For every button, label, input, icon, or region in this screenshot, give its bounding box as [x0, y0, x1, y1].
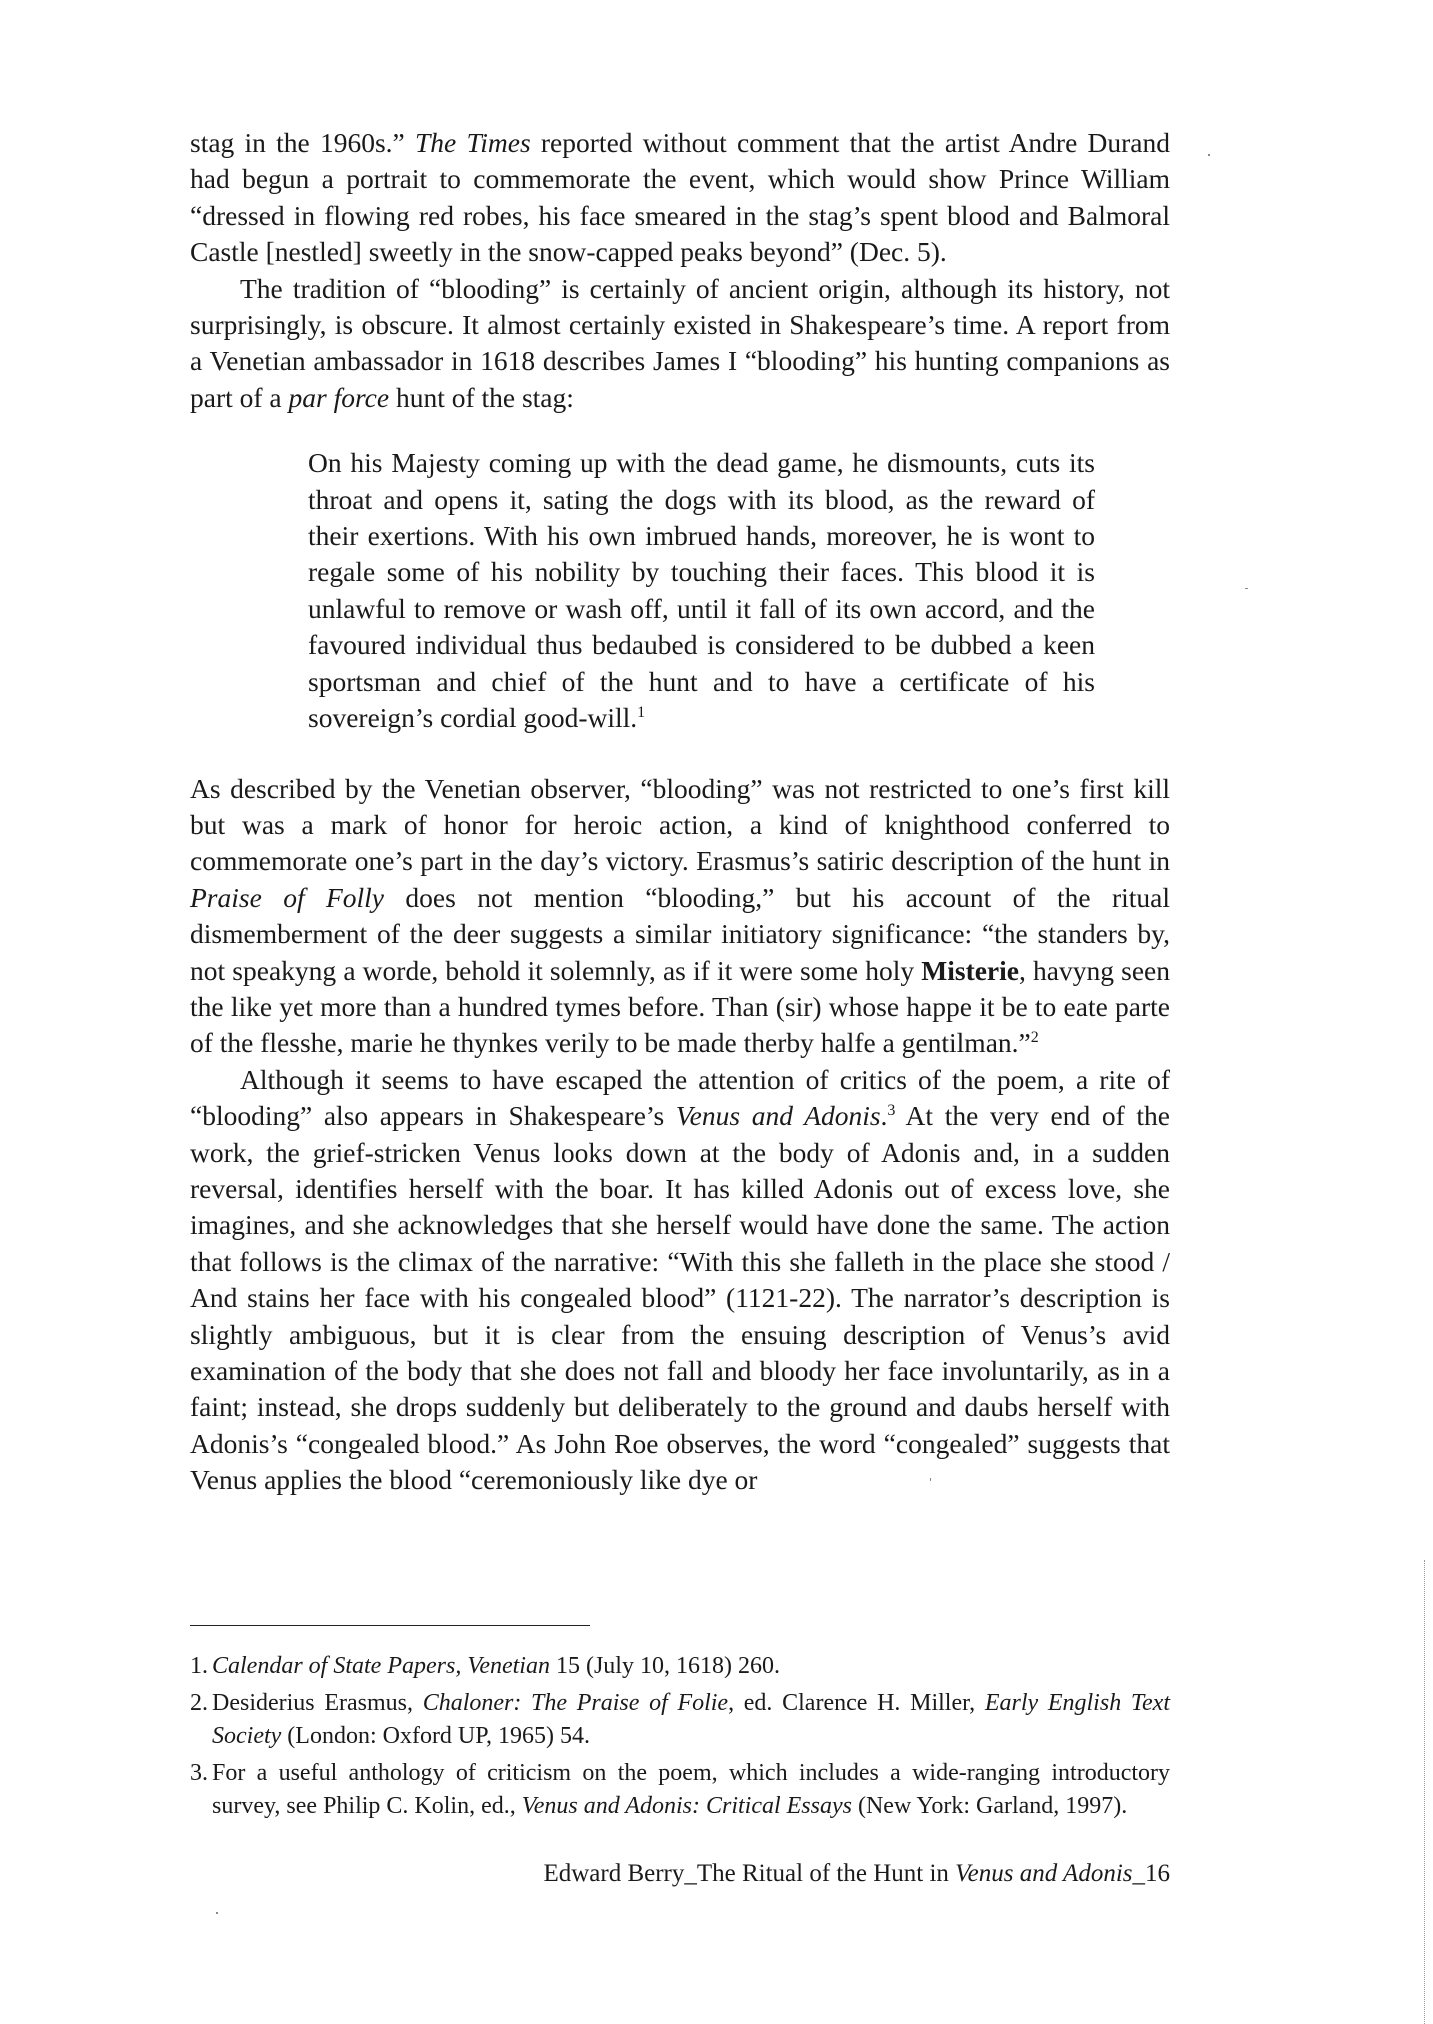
footnote-2-editor: , ed. Clarence H. Miller,: [728, 1690, 985, 1716]
newspaper-title: The Times: [415, 127, 531, 158]
paragraph-3-text-cont: does not mention “blooding,” but his account of the ritual dismemberment of the deer suggests a similar initiatory significance: “the standers by, not speakyng a worde, behold it solemnly, as if it were some holy: [190, 881, 1170, 986]
block-quote-paragraph: [308, 445, 1095, 736]
work-title-praise-of-folly: Praise of Folly: [190, 881, 385, 913]
page-body: [190, 125, 1170, 1499]
paragraph-2: [190, 271, 1170, 417]
footnote-separator: [190, 1625, 590, 1626]
footnote-2-series: Early English Text Society: [212, 1690, 1170, 1749]
footnote-ref-2: 2: [1030, 1029, 1039, 1047]
paragraph-4-text-cont: At the very end of the work, the grief-stricken Venus looks down at the body of Adonis and, in a sudden reversal, identifies herself with the boar. It has killed Adonis out of excess love, she imagines, and she acknowledges that she herself would have done the same. The action that follows is the climax of the narrative: “With this she falleth in the place she stood / And stains her face with his congealed blood” (1121-22). The narrator’s description is slightly ambiguous, but it is clear from the ensuing description of Venus’s avid examination of the body that she does not fall and bloody her face involuntarily, as in a faint; instead, she drops suddenly but deliberately to the ground and daubs herself with Adonis’s “congealed blood.” As John Roe observes, the word “congealed” suggests that Venus applies the blood “ceremoniously like dye or: [190, 1100, 1171, 1496]
paragraph-4-text: Although it seems to have escaped the attention of critics of the poem, a rite of “blooding” also appears in Shakespeare’s: [190, 1063, 1170, 1132]
footnote-number: 3.: [190, 1760, 208, 1786]
footnote-1-text: 15 (July 10, 1618) 260.: [549, 1653, 780, 1679]
hunt-term: par force: [288, 381, 390, 413]
running-footer: [543, 1858, 1170, 1890]
footnote-2-author: Desiderius Erasmus,: [212, 1690, 423, 1716]
footer-author-title: Edward Berry_The Ritual of the Hunt in: [543, 1860, 956, 1887]
footnote-3: [190, 1757, 1170, 1823]
paragraph-1-text: stag in the 1960s.”: [190, 127, 415, 158]
footnote-number: 1.: [190, 1653, 208, 1679]
scan-speck: [1208, 154, 1210, 156]
footnote-ref-3: 3: [887, 1102, 896, 1119]
paragraph-3-text-end: , havyng seen the like yet more than a hundred tymes before. Than (sir) whose happe it be to eate parte of the flesshe, marie he thynkes verily to be made therby halfe a gentilman.”: [190, 954, 1170, 1059]
footnote-ref-1: 1: [637, 703, 646, 721]
paragraph-3-text: As described by the Venetian observer, “blooding” was not restricted to one’s first kill but was a mark of honor for heroic action, a kind of knighthood conferred to commemorate one’s part in the day’s victory. Erasmus’s satiric description of the hunt in: [190, 772, 1170, 877]
paragraph-1-text-cont: reported without comment that the artist Andre Durand had begun a portrait to commemorate the event, which would show Prince William “dressed in flowing red robes, his face smeared in the stag’s spent blood and Balmoral Castle [nestled] sweetly in the snow-capped peaks beyond” (Dec. 5).: [190, 127, 1170, 268]
footer-work-title: Venus and Adonis: [955, 1860, 1133, 1887]
footnote-number: 2.: [190, 1690, 208, 1716]
work-title-venus-and-adonis: Venus and Adonis: [675, 1100, 881, 1132]
paragraph-1: [190, 125, 1170, 271]
footer-page-number: _16: [1132, 1860, 1170, 1887]
footnote-1: [190, 1650, 1170, 1683]
footnote-3-title: Venus and Adonis: Critical Essays: [521, 1793, 852, 1819]
footnote-1-title: Calendar of State Papers, Venetian: [212, 1653, 550, 1679]
bold-word-misterie: Misterie: [921, 954, 1019, 986]
paragraph-2-text-cont: hunt of the stag:: [389, 381, 574, 413]
footnote-2-title: Chaloner: The Praise of Folie: [422, 1690, 729, 1716]
block-quote-text: On his Majesty coming up with the dead game, he dismounts, cuts its throat and opens it, sating the dogs with its blood, as the reward of their exertions. With his own imbrued hands, moreover, he is wont to regale some of his nobility by touching their faces. This blood it is unlawful to remove or wash off, until it fall of its own accord, and the favoured individual thus bedaubed is considered to be dubbed a keen sportsman and chief of the hunt and to have a certificate of his sovereign’s cordial good-will.: [308, 447, 1095, 734]
footnote-2: [190, 1687, 1170, 1753]
scan-speck: [216, 1912, 218, 1914]
paragraph-3: [190, 771, 1170, 1062]
scan-speck: [1245, 588, 1248, 589]
footnote-3-text: For a useful anthology of criticism on the poem, which includes a wide-ranging introductory survey, see Philip C. Kolin, ed.,: [212, 1760, 1170, 1819]
scan-speck: [930, 1478, 931, 1481]
paragraph-4-period: .: [880, 1100, 888, 1132]
footnotes: [190, 1650, 1170, 1827]
paragraph-4: [190, 1062, 1170, 1499]
footnote-2-publisher: (London: Oxford UP, 1965) 54.: [281, 1723, 590, 1749]
paragraph-2-text: The tradition of “blooding” is certainly of ancient origin, although its history, not surprisingly, is obscure. It almost certainly existed in Shakespeare’s time. A report from a Venetian ambassador in 1618 describes James I “blooding” his hunting companions as part of a: [190, 272, 1170, 413]
scan-edge-line: [1424, 1560, 1425, 2024]
footnote-3-publisher: (New York: Garland, 1997).: [851, 1793, 1128, 1819]
block-quote: [308, 445, 1095, 736]
